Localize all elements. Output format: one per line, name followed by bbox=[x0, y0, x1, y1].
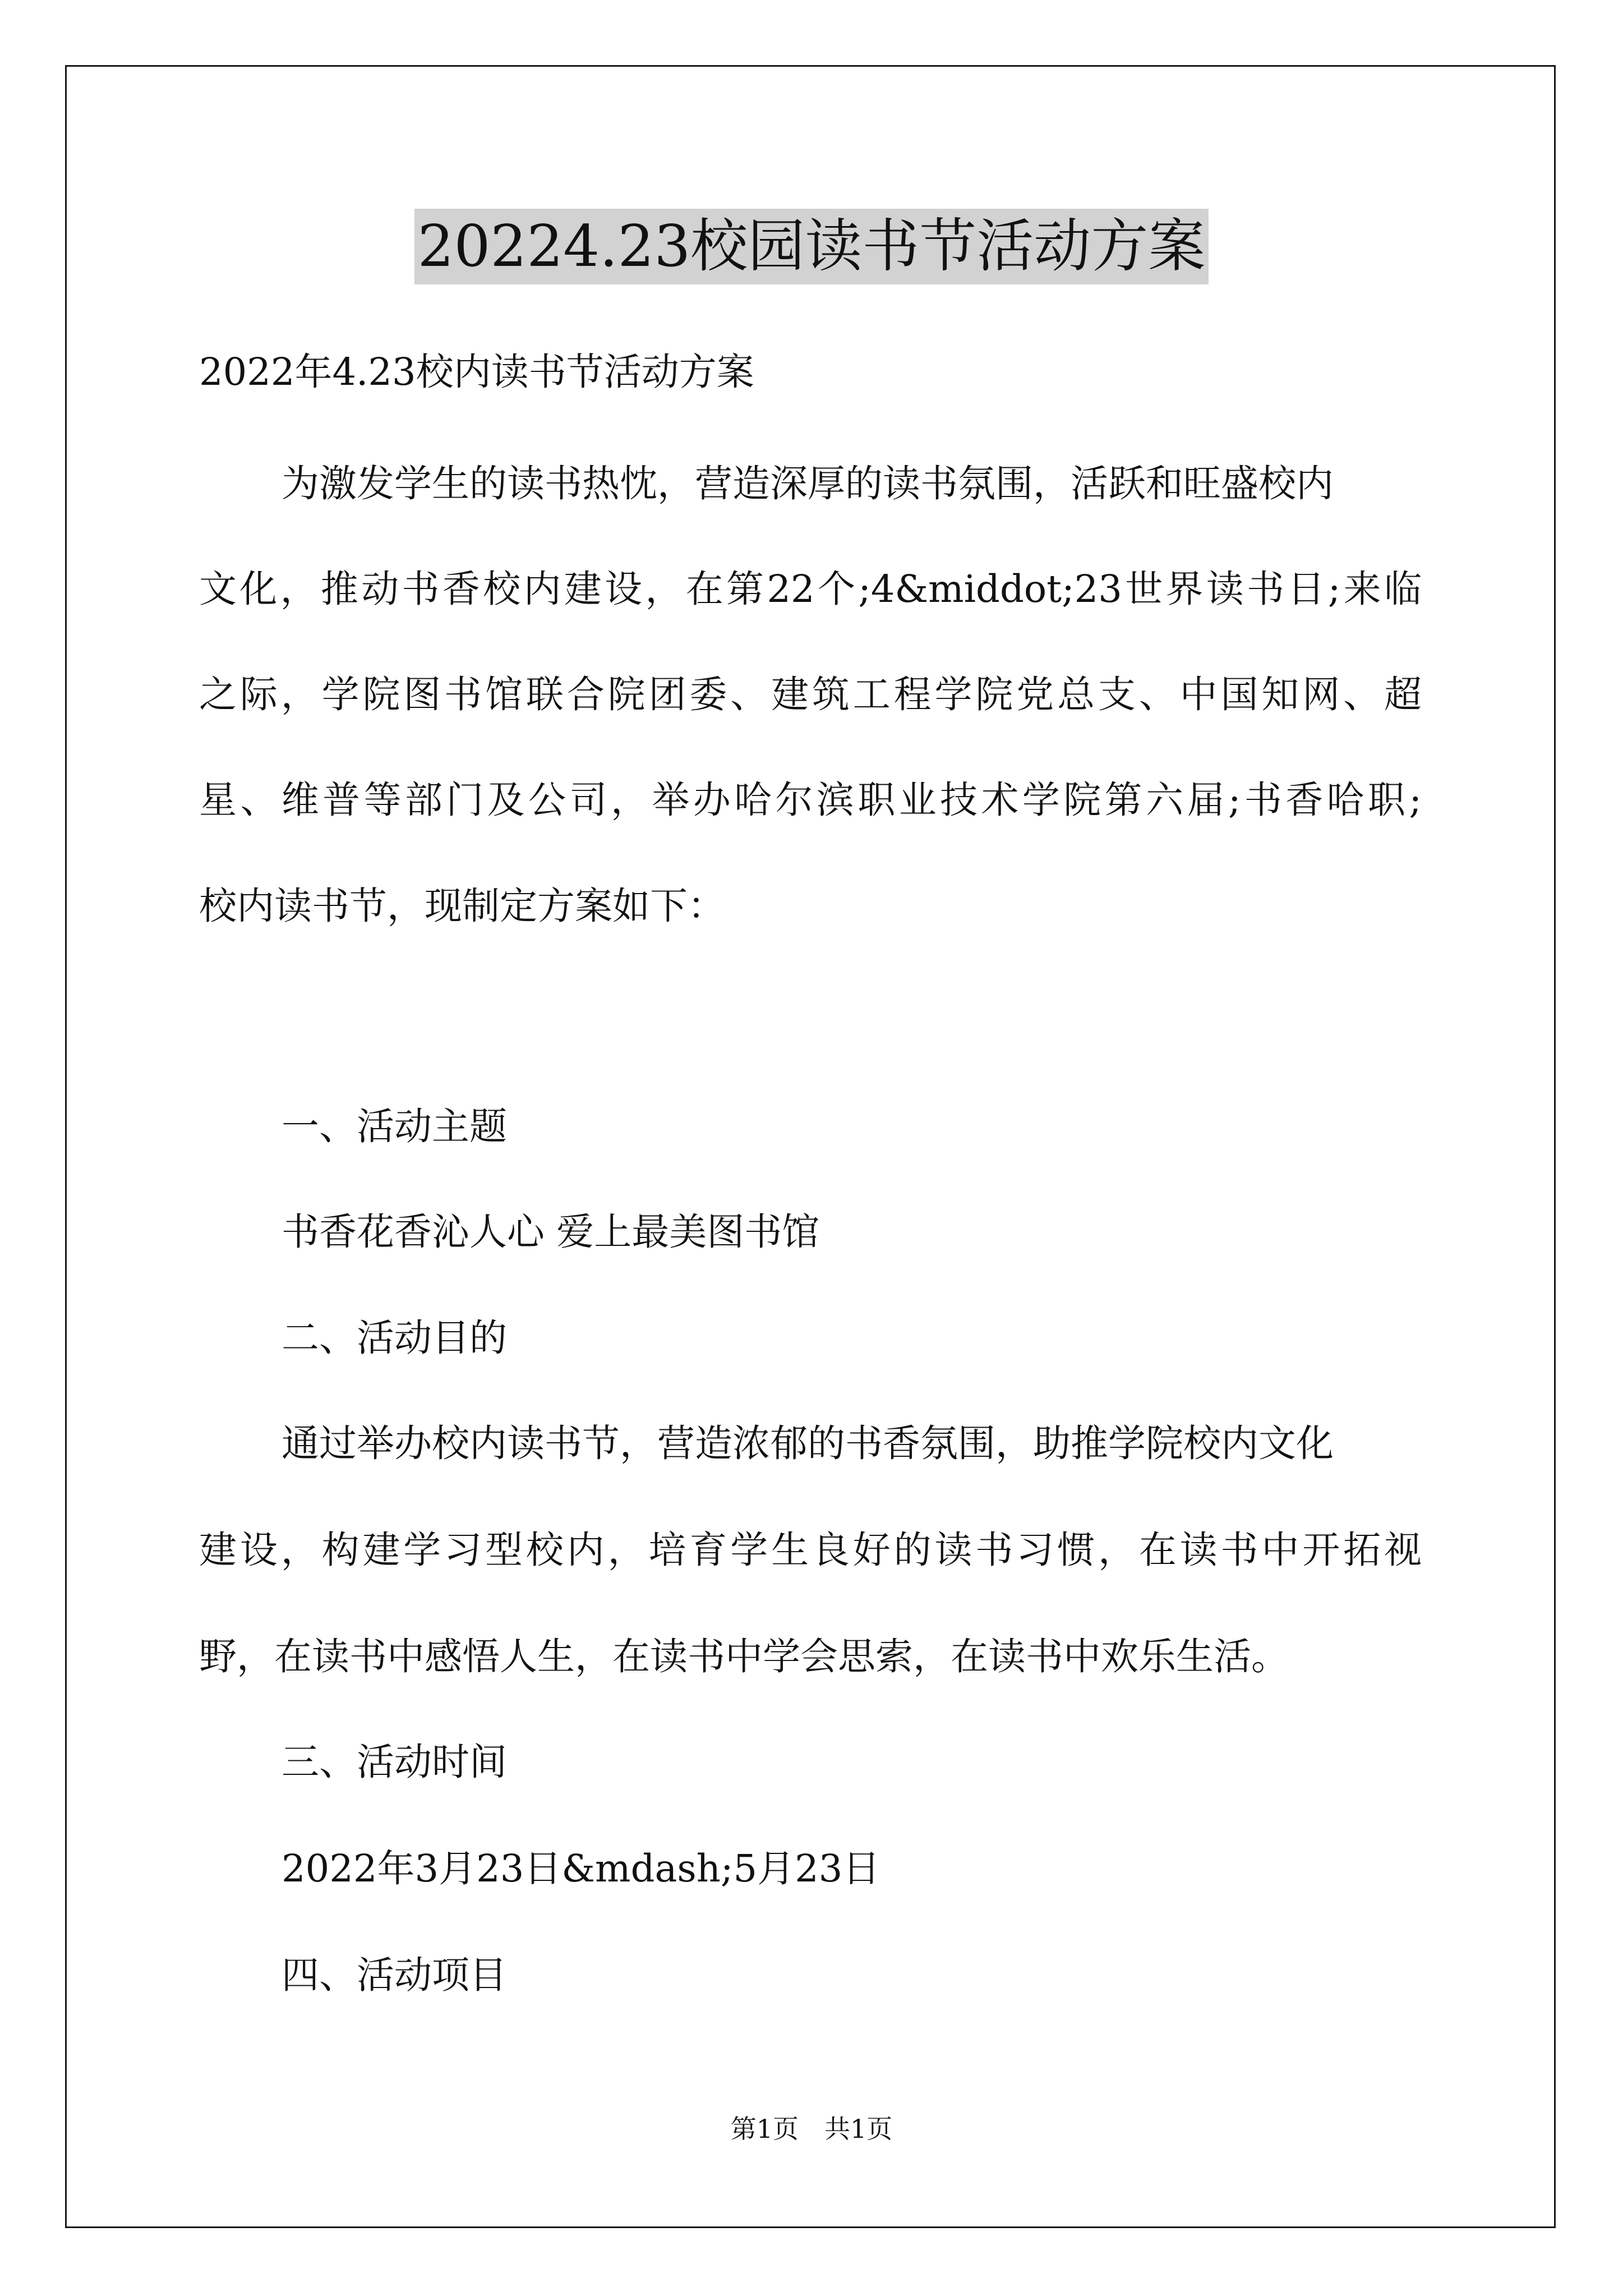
document-title-text: 20224.23校园读书节活动方案 bbox=[414, 209, 1209, 284]
section2-line-2: 建设，构建学习型校内，培育学生良好的读书习惯，在读书中开拓视 bbox=[199, 1528, 1422, 1572]
section2-line-3: 野，在读书中感悟人生，在读书中学会思索，在读书中欢乐生活。 bbox=[199, 1635, 1289, 1678]
page-number-total: 共1页 bbox=[824, 2114, 893, 2144]
document-title bbox=[0, 209, 1623, 284]
intro-line-1: 为激发学生的读书热忱，营造深厚的读书氛围，活跃和旺盛校内 bbox=[282, 462, 1334, 505]
section3-heading: 三、活动时间 bbox=[282, 1740, 507, 1784]
section1-text: 书香花香沁人心 爱上最美图书馆 bbox=[282, 1210, 820, 1254]
section4-heading: 四、活动项目 bbox=[282, 1953, 507, 1997]
intro-line-2: 文化，推动书香校内建设，在第22个;4&middot;23世界读书日;来临 bbox=[199, 567, 1422, 611]
section2-heading: 二、活动目的 bbox=[282, 1316, 507, 1360]
section3-text: 2022年3月23日&mdash;5月23日 bbox=[282, 1847, 880, 1890]
intro-line-3: 之际，学院图书馆联合院团委、建筑工程学院党总支、中国知网、超 bbox=[199, 673, 1422, 716]
section2-line-1: 通过举办校内读书节，营造浓郁的书香氛围，助推学院校内文化 bbox=[282, 1421, 1334, 1465]
page-number-current: 第1页 bbox=[730, 2114, 799, 2144]
intro-line-4: 星、维普等部门及公司，举办哈尔滨职业技术学院第六届;书香哈职; bbox=[199, 778, 1422, 822]
section1-heading: 一、活动主题 bbox=[282, 1105, 507, 1148]
document-subtitle: 2022年4.23校内读书节活动方案 bbox=[199, 350, 754, 394]
intro-line-5: 校内读书节，现制定方案如下： bbox=[199, 884, 725, 928]
page-footer bbox=[0, 2112, 1623, 2146]
